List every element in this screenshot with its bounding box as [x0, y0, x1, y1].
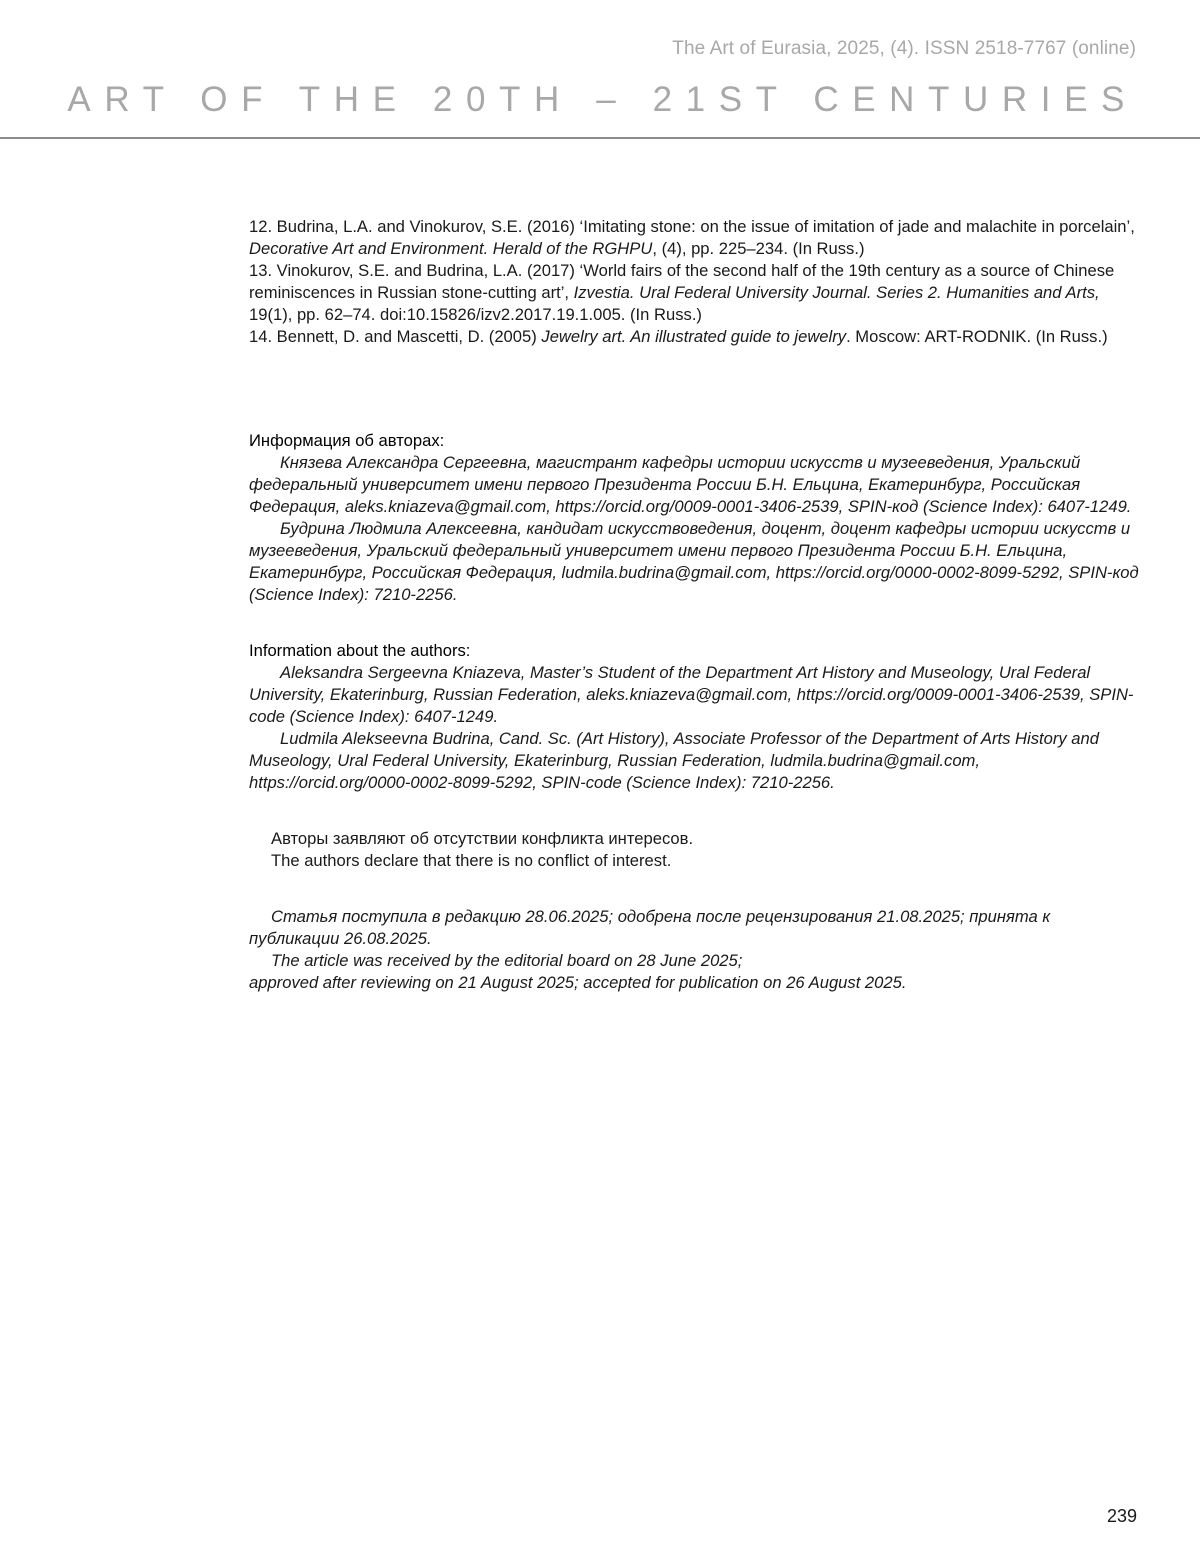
header-divider: [0, 137, 1200, 139]
conflict-statement-ru: Авторы заявляют об отсутствии конфликта интересов.: [271, 829, 694, 848]
reference-item: 12. Budrina, L.A. and Vinokurov, S.E. (2016) ‘Imitating stone: on the issue of imitation of jade and malachite in porcelain’, Decorative Art and Environment. Herald of the RGHPU, (4), pp. 225–234. (In Russ.): [249, 217, 1135, 258]
page-content: [249, 216, 1144, 994]
reference-item: 14. Bennett, D. and Mascetti, D. (2005) Jewelry art. An illustrated guide to jewelry. Moscow: ART-RODNIK. (In Russ.): [249, 327, 1108, 346]
author-entry-ru: Будрина Людмила Алексеевна, кандидат искусствоведения, доцент, доцент кафедры истории искусств и музееведения, Уральский федеральный университет имени первого Президента России Б.Н. Ельцина, Екатеринбург, Российская Федерация, ludmila.budrina@gmail.com, https://orcid.org/0000-0002-8099-5292, SPIN-код (Science Index): 7210-2256.: [249, 519, 1139, 604]
article-dates-en-line2: approved after reviewing on 21 August 2025; accepted for publication on 26 August 2025.: [249, 973, 907, 992]
article-dates: [249, 906, 1144, 994]
article-dates-en-line1: The article was received by the editorial board on 28 June 2025;: [271, 951, 743, 970]
section-title: ART OF THE 20TH – 21ST CENTURIES: [67, 80, 1138, 119]
author-entry-ru: Князева Александра Сергеевна, магистрант кафедры истории искусств и музееведения, Уральский федеральный университет имени первого Президента России Б.Н. Ельцина, Екатеринбург, Российская Федерация, aleks.kniazeva@gmail.com, https://orcid.org/0009-0001-3406-2539, SPIN-код (Science Index): 6407-1249.: [249, 453, 1132, 516]
conflict-statement-en: The authors declare that there is no conflict of interest.: [271, 851, 672, 870]
authors-heading-ru: Информация об авторах:: [249, 431, 445, 450]
conflict-statement: [249, 828, 1144, 872]
page-number: 239: [1106, 1506, 1137, 1526]
author-entry-en: Aleksandra Sergeevna Kniazeva, Master’s Student of the Department Art History and Museology, Ural Federal University, Ekaterinburg, Russian Federation, aleks.kniazeva@gmail.com, https://orcid.org/0009-0001-3406-2539, SPIN-code (Science Index): 6407-1249.: [249, 663, 1134, 726]
article-dates-ru: Статья поступила в редакцию 28.06.2025; одобрена после рецензирования 21.08.2025; принята к публикации 26.08.2025.: [249, 907, 1051, 948]
authors-heading-en: Information about the authors:: [249, 641, 471, 660]
reference-item: 13. Vinokurov, S.E. and Budrina, L.A. (2017) ‘World fairs of the second half of the 19th century as a source of Chinese reminiscences in Russian stone-cutting art’, Izvestia. Ural Federal University Journal. Series 2. Humanities and Arts, 19(1), pp. 62–74. doi:10.15826/izv2.2017.19.1.005. (In Russ.): [249, 261, 1115, 324]
author-entry-en: Ludmila Alekseevna Budrina, Cand. Sc. (Art History), Associate Professor of the Department of Arts History and Museology, Ural Federal University, Ekaterinburg, Russian Federation, ludmila.budrina@gmail.com, https://orcid.org/0000-0002-8099-5292, SPIN-code (Science Index): 7210-2256.: [249, 729, 1099, 792]
authors-info-en: [249, 640, 1144, 794]
journal-citation-line: The Art of Eurasia, 2025, (4). ISSN 2518-7767 (online): [672, 38, 1136, 59]
reference-list: [249, 216, 1144, 348]
authors-info-ru: [249, 430, 1144, 606]
